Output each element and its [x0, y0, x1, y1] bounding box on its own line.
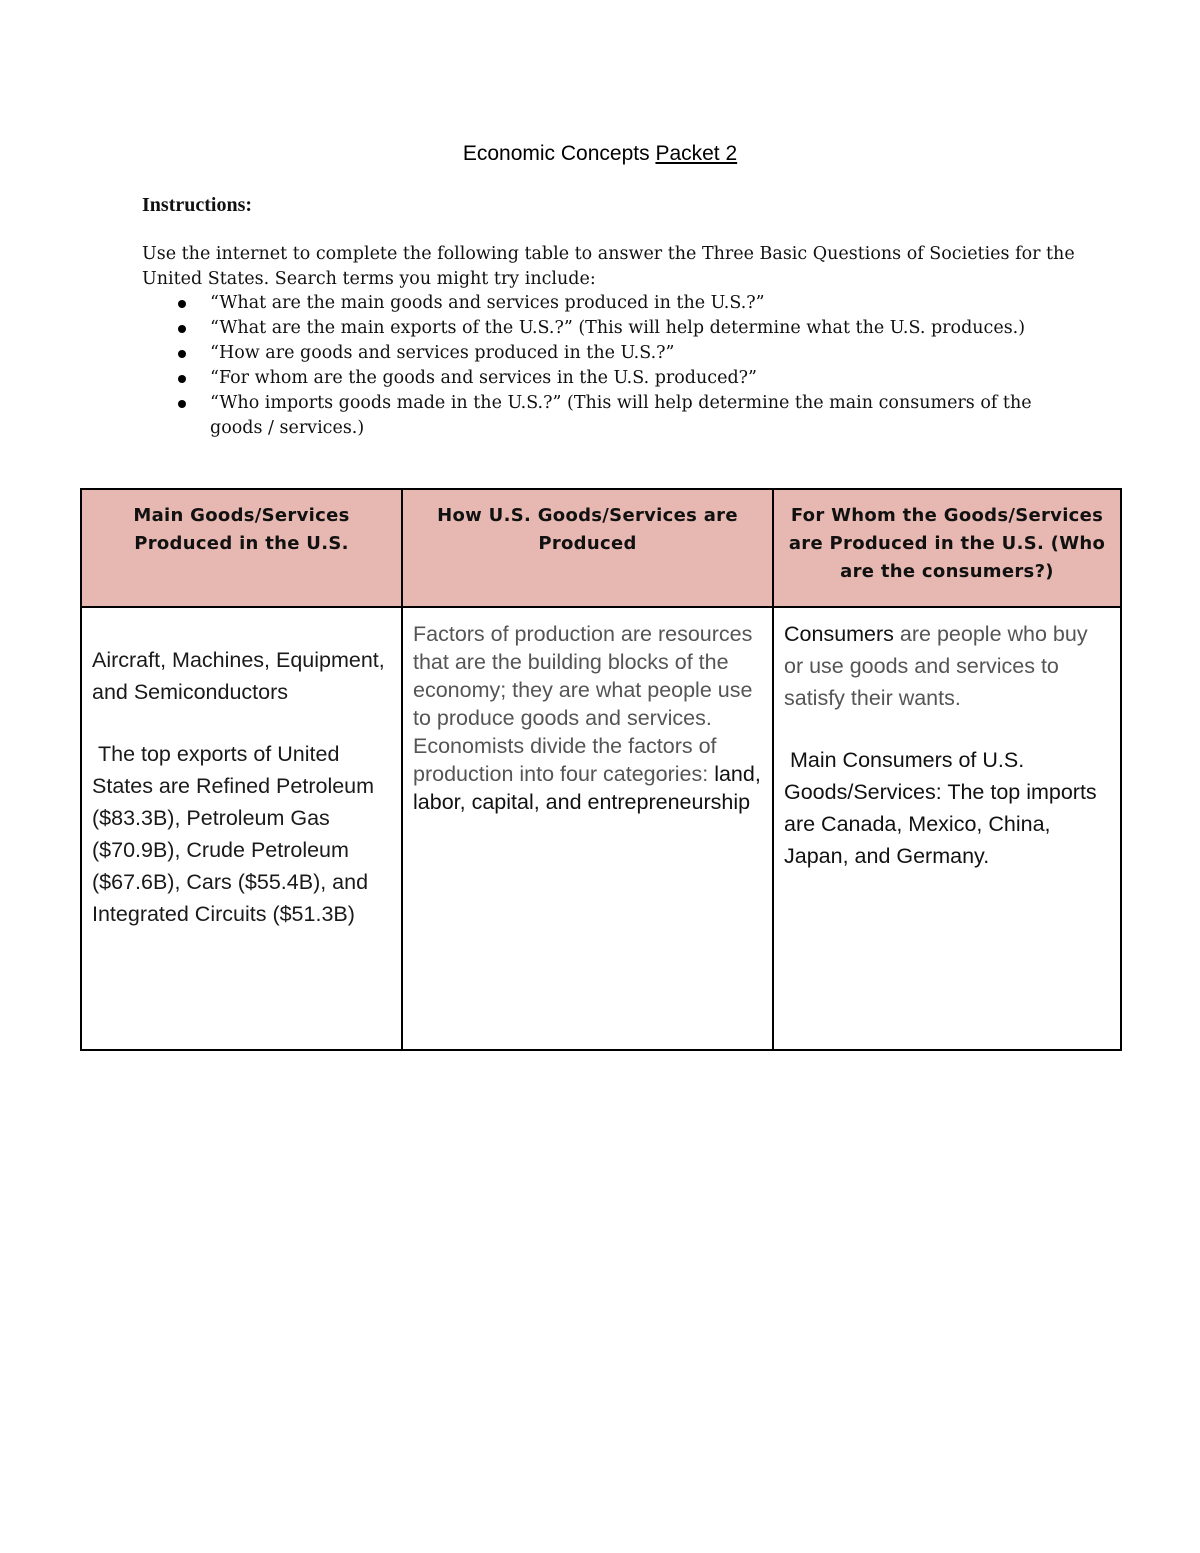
- answers-table: [80, 488, 1122, 1051]
- cell-main-goods: [81, 607, 402, 1050]
- list-item: “Who imports goods made in the U.S.?” (This will help determine the main consumers of the goods / services.): [142, 391, 1082, 441]
- main-consumers-text: Main Consumers of U.S. Goods/Services: The top imports are Canada, Mexico, China, Japan, and Germany.: [784, 748, 1103, 868]
- list-item: “What are the main goods and services produced in the U.S.?”: [142, 291, 1082, 316]
- main-goods-text: Aircraft, Machines, Equipment, and Semiconductors: [92, 648, 385, 704]
- list-item: “What are the main exports of the U.S.?” (This will help determine what the U.S. produces.): [142, 316, 1082, 341]
- title-underlined: Packet 2: [655, 142, 738, 165]
- title-main: Economic Concepts: [462, 142, 656, 165]
- list-item: “For whom are the goods and services in the U.S. produced?”: [142, 366, 1082, 391]
- cell-for-whom: [773, 607, 1121, 1050]
- header-main-goods: Main Goods/Services Produced in the U.S.: [81, 489, 402, 607]
- cell-how-produced: [402, 607, 773, 1050]
- instructions-heading: Instructions:: [142, 194, 253, 216]
- consumers-term: Consumers: [784, 622, 894, 646]
- instructions-intro: Use the internet to complete the following table to answer the Three Basic Questions of Societies for the United States. Search terms you might try include:: [142, 244, 1075, 289]
- bullet-icon: [178, 400, 186, 408]
- consumers-definition: are people who buy or use goods and services to satisfy their wants.: [784, 622, 1088, 710]
- search-terms-list: [142, 291, 1082, 441]
- list-item: “How are goods and services produced in the U.S.?”: [142, 341, 1082, 366]
- table-header-row: [81, 489, 1121, 607]
- bullet-icon: [178, 325, 186, 333]
- factors-text: Factors of production are resources that are the building blocks of the economy; they are what people use to produce goods and services. Economists divide the factors of production into four categories:: [413, 622, 753, 786]
- bullet-icon: [178, 350, 186, 358]
- factors-categories: land, labor, capital, and entrepreneurship: [413, 762, 761, 814]
- page-title: [0, 142, 1200, 166]
- table-row: [81, 607, 1121, 1050]
- top-exports-text: The top exports of United States are Refined Petroleum ($83.3B), Petroleum Gas ($70.9B), Crude Petroleum ($67.6B), Cars ($55.4B), and Integrated Circuits ($51.3B): [92, 742, 381, 926]
- header-for-whom: For Whom the Goods/Services are Produced in the U.S. (Who are the consumers?): [773, 489, 1121, 607]
- header-how-produced: How U.S. Goods/Services are Produced: [402, 489, 773, 607]
- bullet-icon: [178, 375, 186, 383]
- bullet-icon: [178, 300, 186, 308]
